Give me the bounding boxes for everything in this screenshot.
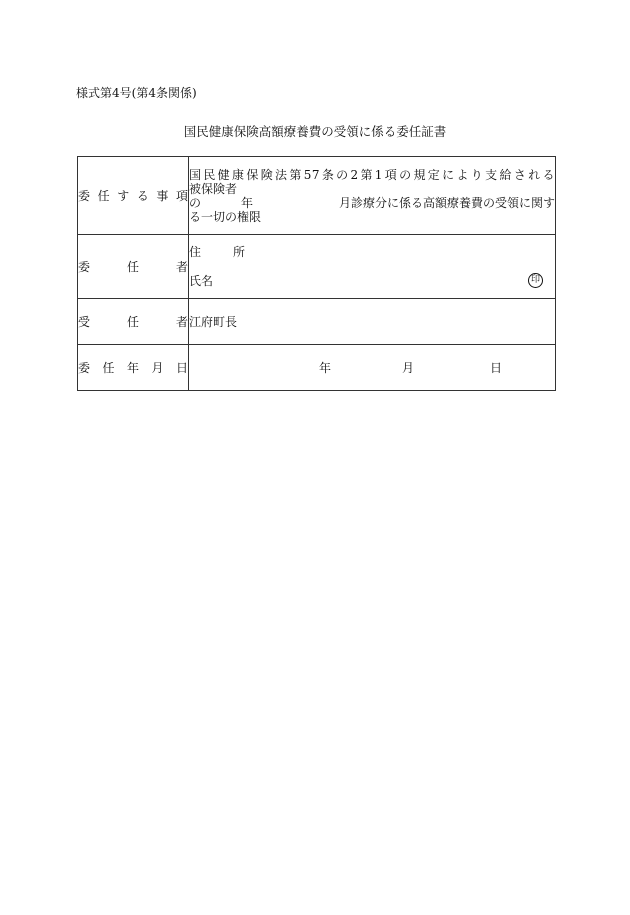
address-label-char: 所 xyxy=(233,245,246,259)
value-delegate: 江府町長 xyxy=(189,299,556,345)
label-char: 年 xyxy=(126,361,139,375)
matter-line-3-part: の xyxy=(189,195,202,210)
form-number: 様式第4号(第4条関係) xyxy=(76,86,197,100)
row-delegation-date xyxy=(78,345,556,391)
label-char: す xyxy=(117,189,130,203)
label-char: 者 xyxy=(175,315,188,329)
value-delegation-date[interactable] xyxy=(189,345,556,391)
delegation-form-table xyxy=(77,156,556,391)
label-char: 事 xyxy=(156,189,169,203)
name-field[interactable] xyxy=(189,273,555,288)
label-char: 委 xyxy=(78,260,91,274)
label-delegate xyxy=(78,299,189,345)
label-char: 任 xyxy=(102,361,115,375)
row-delegator xyxy=(78,235,556,299)
matter-line-4: る一切の権限 xyxy=(189,209,262,224)
name-label-char: 名 xyxy=(201,273,214,288)
label-delegated-matter xyxy=(78,157,189,235)
day-label: 日 xyxy=(490,360,503,375)
label-char: 任 xyxy=(126,260,139,274)
matter-line-1: 国民健康保険法第57条の2第1項の規定により支給される xyxy=(189,167,555,182)
label-char: 者 xyxy=(175,260,188,274)
label-char: 任 xyxy=(126,315,139,329)
address-field[interactable] xyxy=(189,245,555,259)
label-char: 委 xyxy=(78,361,91,375)
document-title: 国民健康保険高額療養費の受領に係る委任証書 xyxy=(183,124,447,139)
label-char: る xyxy=(136,189,149,203)
row-delegate xyxy=(78,299,556,345)
label-delegator xyxy=(78,235,189,299)
address-label-char: 住 xyxy=(189,245,202,259)
label-char: 月 xyxy=(151,361,164,375)
month-label: 月 xyxy=(402,360,415,375)
row-delegated-matter xyxy=(78,157,556,235)
label-char: 日 xyxy=(175,361,188,375)
label-char: 受 xyxy=(78,315,91,329)
label-char: 項 xyxy=(175,189,188,203)
matter-line-3-part: 月診療分に係る高額療養費の受領に関す xyxy=(338,195,555,210)
value-delegator xyxy=(189,235,556,299)
seal-mark: 印 xyxy=(528,273,543,288)
year-label: 年 xyxy=(319,360,332,375)
matter-line-3-part: 年 xyxy=(241,195,254,210)
label-delegation-date xyxy=(78,345,189,391)
matter-line-2: 被保険者 xyxy=(189,181,238,196)
matter-line-3 xyxy=(189,196,555,210)
label-char: 任 xyxy=(97,189,110,203)
value-delegated-matter xyxy=(189,157,556,235)
label-char: 委 xyxy=(78,189,91,203)
name-label-char: 氏 xyxy=(189,273,202,288)
